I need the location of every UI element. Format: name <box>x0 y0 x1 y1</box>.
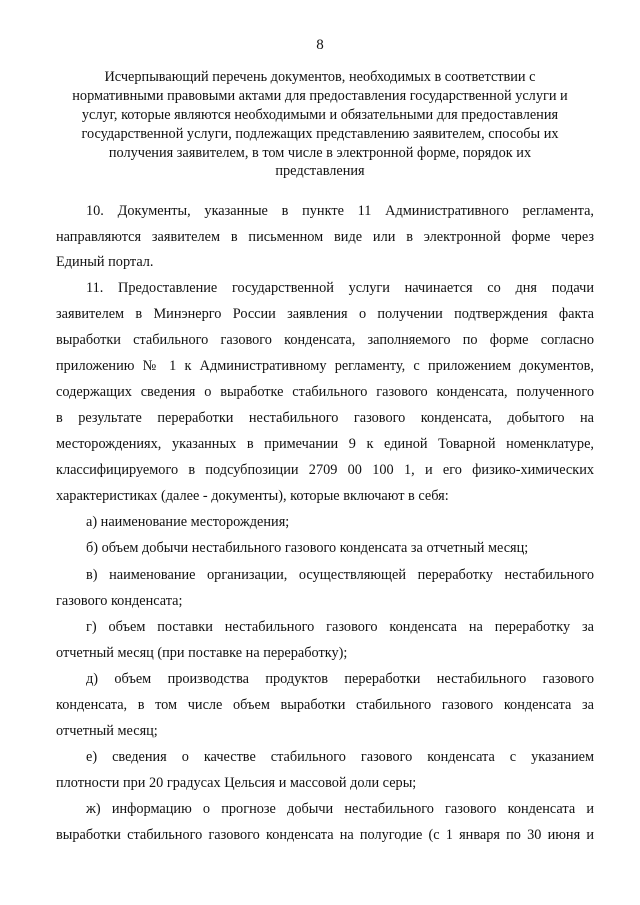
body-line: отчетный месяц; <box>56 723 158 739</box>
heading-line: Исчерпывающий перечень документов, необходимых в соответствии с <box>104 69 536 85</box>
body-line: в результате переработки нестабильного газового конденсата, добытого на <box>56 410 594 426</box>
list-item-d: д) объем производства продуктов переработки нестабильного газового <box>86 671 594 687</box>
list-item-e: е) сведения о качестве стабильного газового конденсата с указанием <box>86 749 594 765</box>
body-line: 11. Предоставление государственной услуги начинается со дня подачи <box>86 280 594 296</box>
heading-line: государственной услуги, подлежащих представлению заявителем, способы их <box>81 126 559 142</box>
body-line: приложению № 1 к Административному регламенту, с приложением документов, <box>56 358 594 374</box>
list-item-b: б) объем добычи нестабильного газового конденсата за отчетный месяц; <box>86 540 529 556</box>
heading-line: получения заявителем, в том числе в электронной форме, порядок их <box>108 145 532 161</box>
list-item-g: г) объем поставки нестабильного газового конденсата на переработку за <box>86 619 594 635</box>
body-line: содержащих сведения о выработке стабильного газового конденсата, полученного <box>56 384 594 400</box>
body-line: направляются заявителем в письменном виде или в электронной форме через <box>56 229 594 245</box>
heading-line: представления <box>275 163 365 179</box>
body-line: классифицируемого в подсубпозиции 2709 00 100 1, и его физико-химических <box>56 462 594 478</box>
body-line: плотности при 20 градусах Цельсия и массовой доли серы; <box>56 775 417 791</box>
page-number: 8 <box>316 37 324 53</box>
heading-line: услуг, которые являются необходимыми и обязательными для предоставления <box>81 107 559 123</box>
list-item-zh: ж) информацию о прогнозе добычи нестабильного газового конденсата и <box>86 801 594 817</box>
list-item-v: в) наименование организации, осуществляющей переработку нестабильного <box>86 567 594 583</box>
heading-line: нормативными правовыми актами для предоставления государственной услуги и <box>72 88 568 104</box>
body-line: месторождениях, указанных в примечании 9 к единой Товарной номенклатуре, <box>56 436 594 452</box>
list-item-a: а) наименование месторождения; <box>86 514 290 530</box>
body-line: отчетный месяц (при поставке на переработку); <box>56 645 348 661</box>
body-line: характеристиках (далее - документы), которые включают в себя: <box>56 488 449 504</box>
body-line: 10. Документы, указанные в пункте 11 Административного регламента, <box>86 203 594 219</box>
body-line: выработки стабильного газового конденсата на полугодие (с 1 января по 30 июня и <box>56 827 594 843</box>
body-line: Единый портал. <box>56 254 154 270</box>
body-line: выработки стабильного газового конденсата, заполняемого по форме согласно <box>56 332 594 348</box>
body-line: газового конденсата; <box>56 593 183 609</box>
body-line: заявителем в Минэнерго России заявления о получении подтверждения факта <box>56 306 594 322</box>
body-line: конденсата, в том числе объем выработки стабильного газового конденсата за <box>56 697 594 713</box>
